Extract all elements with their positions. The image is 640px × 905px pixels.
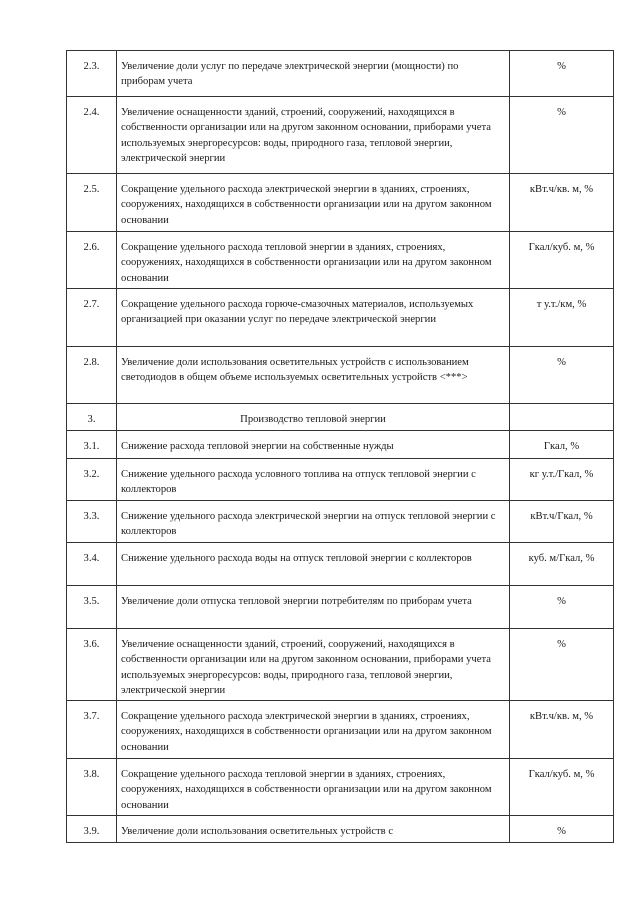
- row-number: 2.6.: [67, 232, 117, 289]
- row-unit: Гкал/куб. м, %: [510, 759, 614, 816]
- row-description: Снижение удельного расхода условного топлива на отпуск тепловой энергии с коллекторов: [117, 459, 510, 501]
- row-number: 2.3.: [67, 51, 117, 97]
- table-row: [67, 289, 614, 347]
- row-number: 3.5.: [67, 586, 117, 629]
- section-unit: [510, 404, 614, 431]
- row-unit: %: [510, 347, 614, 404]
- row-unit: кВт.ч/кв. м, %: [510, 174, 614, 232]
- indicators-table: [66, 50, 614, 843]
- row-description: Снижение расхода тепловой энергии на собственные нужды: [117, 431, 510, 459]
- table-row: [67, 816, 614, 843]
- row-number: 3.9.: [67, 816, 117, 843]
- row-description: Сокращение удельного расхода электрической энергии в зданиях, строениях, сооружениях, находящихся в собственности организации или на другом законном основании: [117, 701, 510, 759]
- row-unit: куб. м/Гкал, %: [510, 543, 614, 586]
- row-description: Увеличение оснащенности зданий, строений, сооружений, находящихся в собственности организации или на другом законном основании, приборами учета используемых энергоресурсов: воды, природного газа, тепловой энергии, электрической энергии: [117, 97, 510, 174]
- table-row: [67, 459, 614, 501]
- row-description: Увеличение доли использования осветительных устройств с: [117, 816, 510, 843]
- row-unit: %: [510, 586, 614, 629]
- row-unit: кВт.ч/Гкал, %: [510, 501, 614, 543]
- row-description: Сокращение удельного расхода горюче-смазочных материалов, используемых организацией при оказании услуг по передаче электрической энергии: [117, 289, 510, 347]
- row-number: 3.1.: [67, 431, 117, 459]
- table-row: [67, 759, 614, 816]
- row-description: Снижение удельного расхода электрической энергии на отпуск тепловой энергии с коллекторов: [117, 501, 510, 543]
- section-title: Производство тепловой энергии: [117, 404, 510, 431]
- row-number: 3.8.: [67, 759, 117, 816]
- row-number: 3.7.: [67, 701, 117, 759]
- row-unit: кг у.т./Гкал, %: [510, 459, 614, 501]
- row-number: 3.2.: [67, 459, 117, 501]
- row-unit: %: [510, 97, 614, 174]
- row-unit: кВт.ч/кв. м, %: [510, 701, 614, 759]
- row-description: Увеличение оснащенности зданий, строений, сооружений, находящихся в собственности организации или на другом законном основании, приборами учета используемых энергоресурсов: воды, природного газа, тепловой энергии, электрической энергии: [117, 629, 510, 701]
- row-description: Увеличение доли использования осветительных устройств с использованием светодиодов в общем объеме используемых осветительных устройств <***>: [117, 347, 510, 404]
- table-row: [67, 174, 614, 232]
- row-number: 3.4.: [67, 543, 117, 586]
- table-row: [67, 431, 614, 459]
- row-unit: Гкал, %: [510, 431, 614, 459]
- row-unit: %: [510, 816, 614, 843]
- row-number: 3.6.: [67, 629, 117, 701]
- row-unit: %: [510, 629, 614, 701]
- row-unit: т у.т./км, %: [510, 289, 614, 347]
- section-header-row: [67, 404, 614, 431]
- table-row: [67, 501, 614, 543]
- row-number: 2.5.: [67, 174, 117, 232]
- section-number: 3.: [67, 404, 117, 431]
- row-number: 2.8.: [67, 347, 117, 404]
- row-number: 2.4.: [67, 97, 117, 174]
- table-row: [67, 347, 614, 404]
- row-description: Сокращение удельного расхода электрической энергии в зданиях, строениях, сооружениях, находящихся в собственности организации или на другом законном основании: [117, 174, 510, 232]
- table-row: [67, 543, 614, 586]
- table-row: [67, 701, 614, 759]
- table-row: [67, 629, 614, 701]
- row-description: Увеличение доли отпуска тепловой энергии потребителям по приборам учета: [117, 586, 510, 629]
- table-row: [67, 97, 614, 174]
- row-unit: %: [510, 51, 614, 97]
- row-description: Снижение удельного расхода воды на отпуск тепловой энергии с коллекторов: [117, 543, 510, 586]
- row-unit: Гкал/куб. м, %: [510, 232, 614, 289]
- table-row: [67, 51, 614, 97]
- row-number: 3.3.: [67, 501, 117, 543]
- table-row: [67, 232, 614, 289]
- row-description: Сокращение удельного расхода тепловой энергии в зданиях, строениях, сооружениях, находящихся в собственности организации или на другом законном основании: [117, 759, 510, 816]
- row-description: Сокращение удельного расхода тепловой энергии в зданиях, строениях, сооружениях, находящихся в собственности организации или на другом законном основании: [117, 232, 510, 289]
- row-description: Увеличение доли услуг по передаче электрической энергии (мощности) по приборам учета: [117, 51, 510, 97]
- table-row: [67, 586, 614, 629]
- row-number: 2.7.: [67, 289, 117, 347]
